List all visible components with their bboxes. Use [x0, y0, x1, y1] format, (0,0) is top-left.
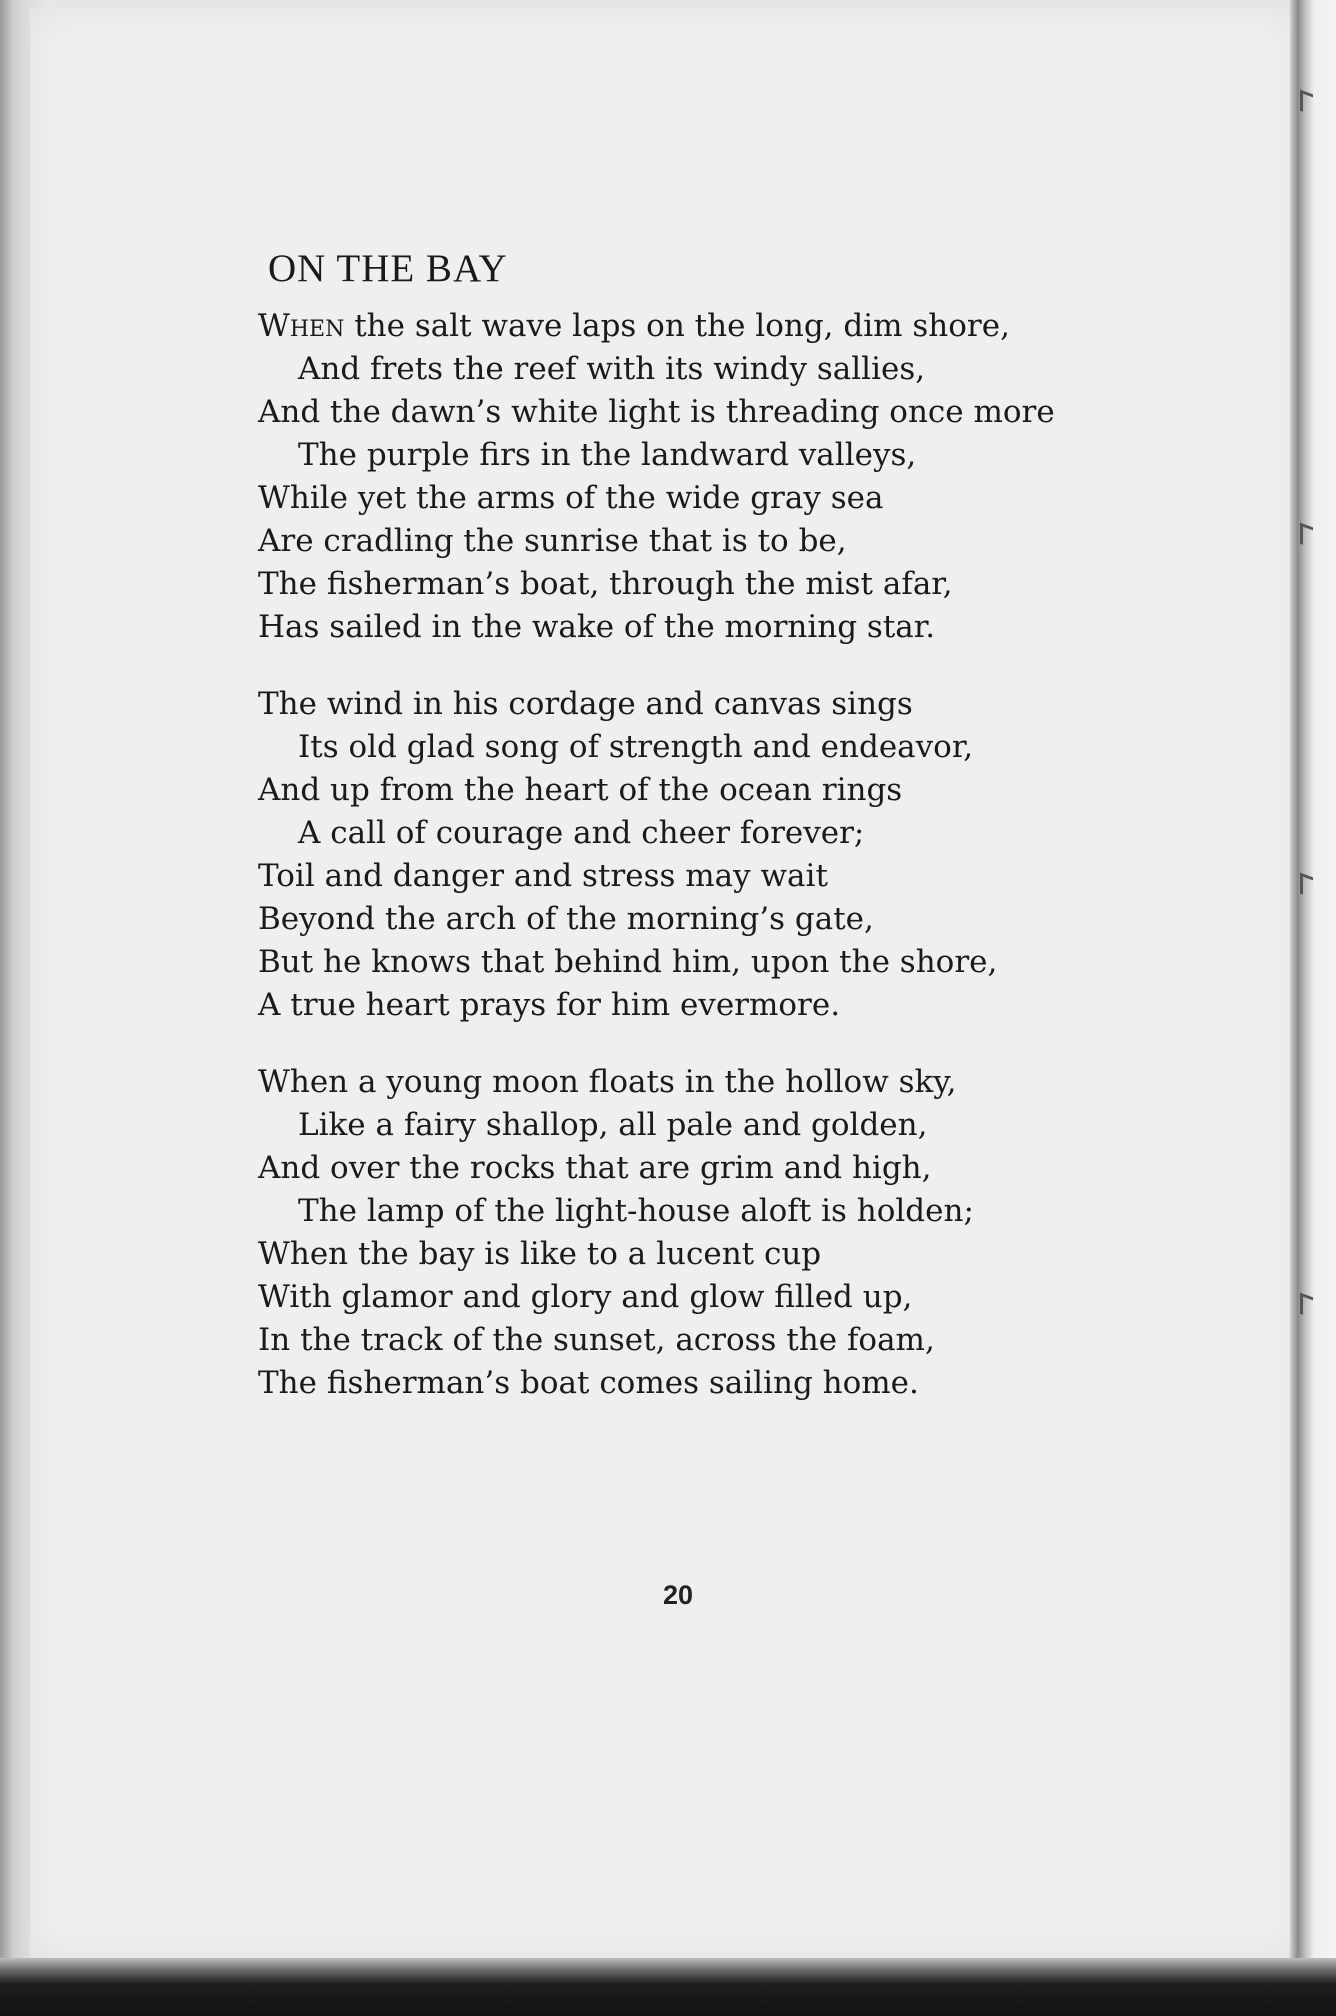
- page-number: 20: [662, 1580, 694, 1610]
- poem-line: When the bay is like to a lucent cup: [258, 1236, 822, 1272]
- poem-line: With glamor and glory and glow filled up,: [258, 1279, 913, 1315]
- book-edge-right: [1290, 0, 1336, 1960]
- poem: [258, 246, 1158, 1439]
- binding-stitch: [1300, 1293, 1313, 1319]
- stanza-1: [258, 305, 1158, 649]
- poem-line: And the dawn’s white light is threading once more: [258, 394, 1055, 430]
- first-word: When: [258, 308, 345, 344]
- poem-line: Its old glad song of strength and endeavor,: [298, 729, 974, 765]
- poem-line: The fisherman’s boat, through the mist afar,: [258, 566, 953, 602]
- poem-line: The purple firs in the landward valleys,: [298, 437, 917, 473]
- poem-line: And frets the reef with its windy sallies,: [298, 351, 926, 387]
- poem-line: A true heart prays for him evermore.: [258, 987, 841, 1023]
- poem-line: Has sailed in the wake of the morning star.: [258, 609, 936, 645]
- poem-line: And over the rocks that are grim and high,: [258, 1150, 932, 1186]
- poem-line: And up from the heart of the ocean rings: [258, 772, 903, 808]
- poem-line: When a young moon floats in the hollow sky,: [258, 1064, 957, 1100]
- poem-line: The fisherman’s boat comes sailing home.: [258, 1365, 919, 1401]
- poem-line: Like a fairy shallop, all pale and golden,: [298, 1107, 928, 1143]
- poem-line: In the track of the sunset, across the foam,: [258, 1322, 935, 1358]
- poem-title: ON THE BAY: [268, 247, 508, 290]
- stanza-2: [258, 683, 1158, 1027]
- book-edge-bottom: [0, 1958, 1336, 2016]
- poem-line: Beyond the arch of the morning’s gate,: [258, 901, 874, 937]
- poem-line: But he knows that behind him, upon the shore,: [258, 944, 998, 980]
- binding-stitch: [1300, 90, 1313, 116]
- line-text: the salt wave laps on the long, dim shore,: [344, 308, 1010, 344]
- poem-line: While yet the arms of the wide gray sea: [258, 480, 884, 516]
- poem-line: [258, 305, 1158, 348]
- stanza-3: [258, 1061, 1158, 1405]
- poem-line: The lamp of the light-house aloft is holden;: [298, 1193, 974, 1229]
- binding-stitch: [1300, 873, 1313, 899]
- poem-line: Are cradling the sunrise that is to be,: [258, 523, 847, 559]
- poem-line: Toil and danger and stress may wait: [258, 858, 828, 894]
- poem-line: A call of courage and cheer forever;: [298, 815, 865, 851]
- poem-line: The wind in his cordage and canvas sings: [258, 686, 913, 722]
- binding-stitch: [1300, 523, 1313, 549]
